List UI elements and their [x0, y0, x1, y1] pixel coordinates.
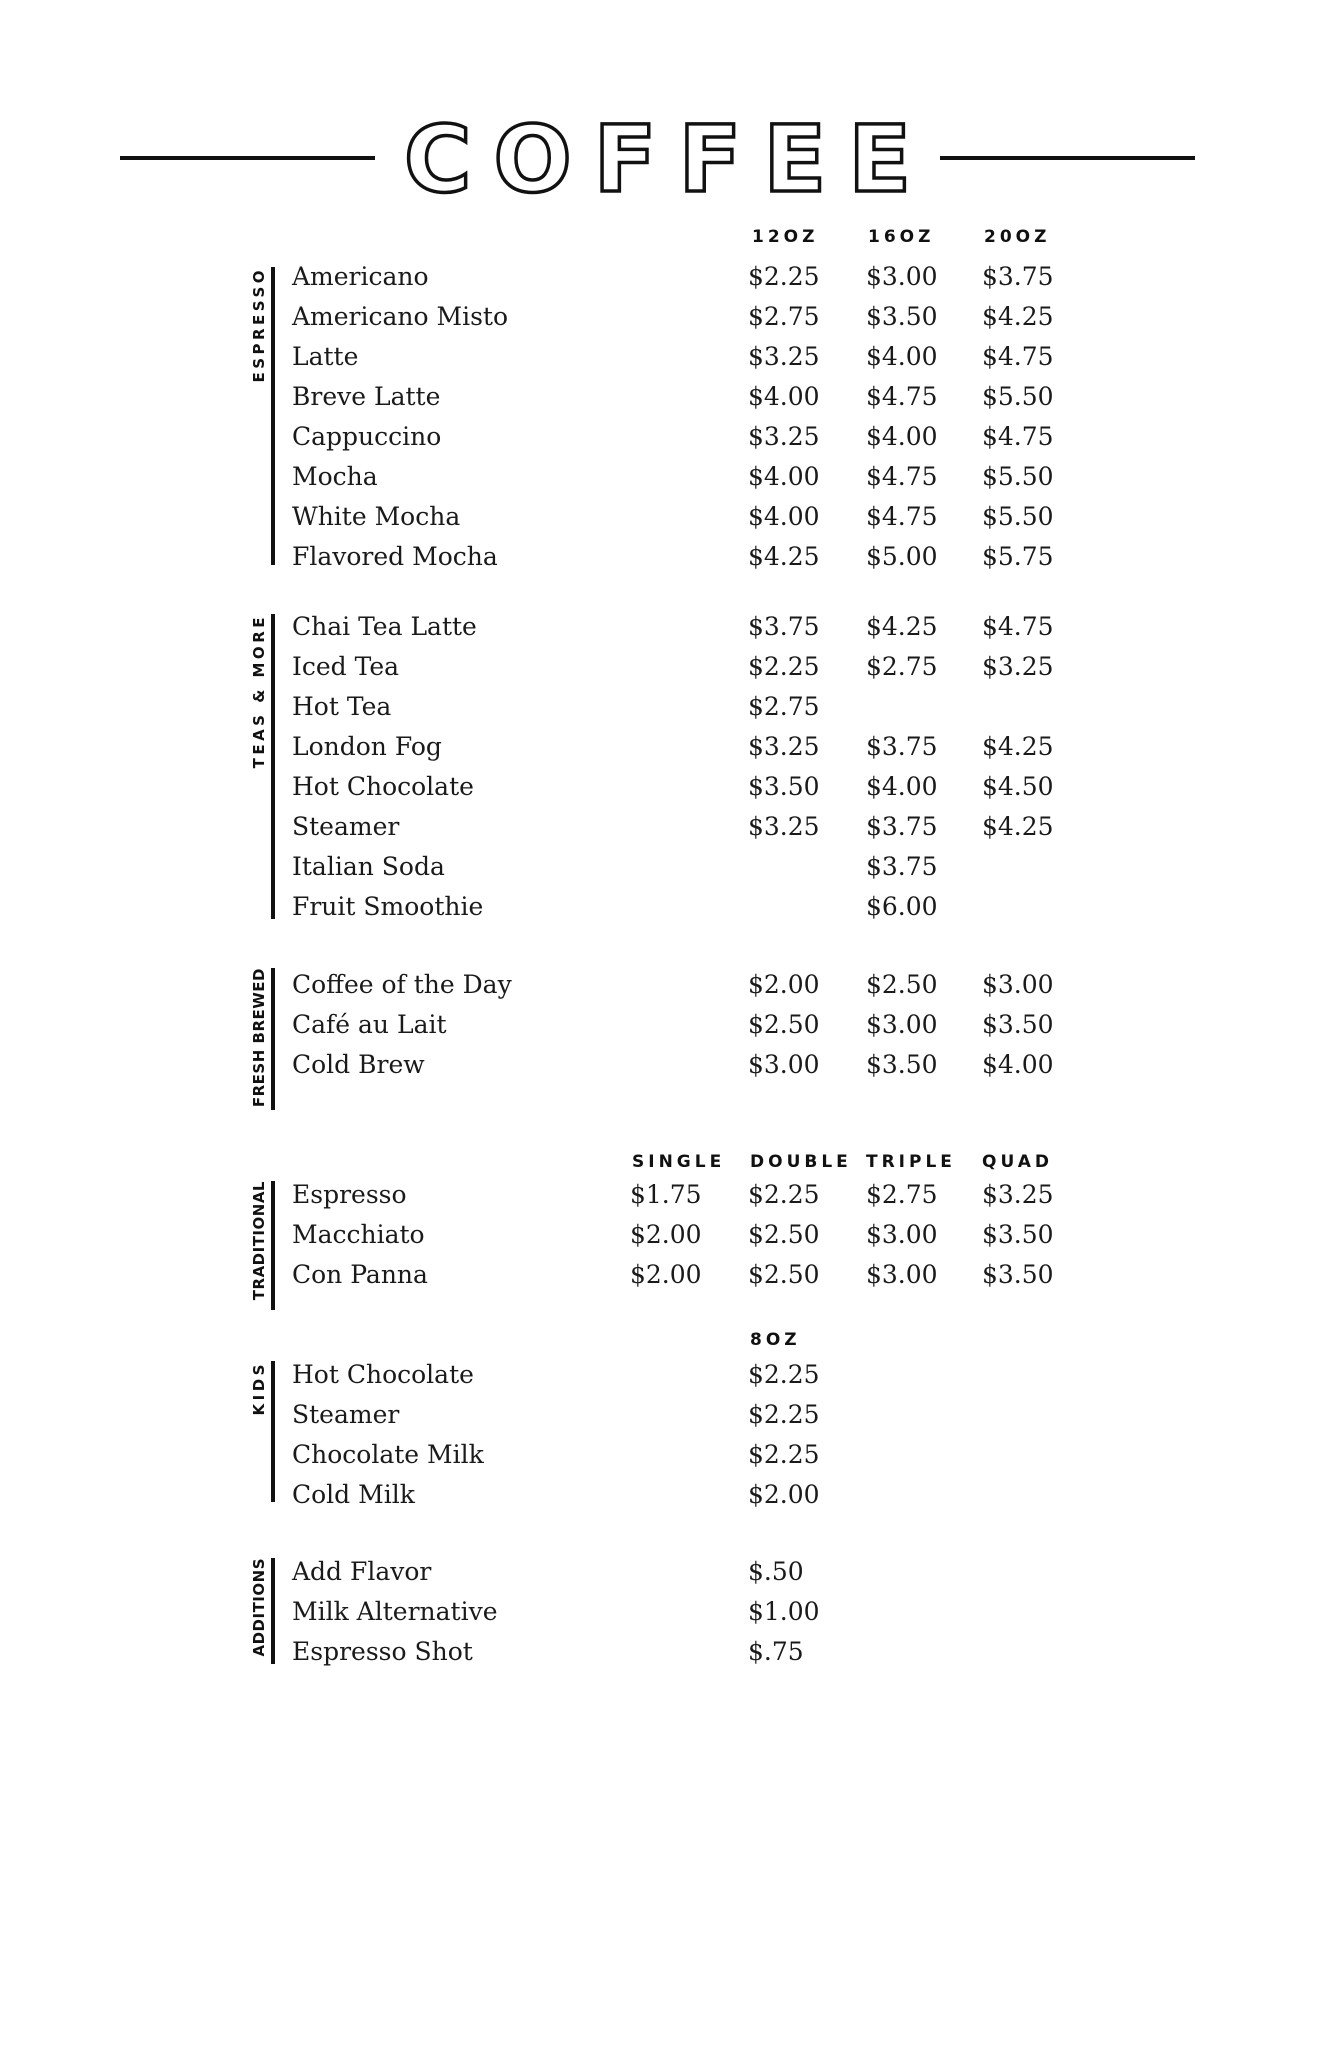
menu-item-name: Milk Alternative: [292, 1597, 498, 1626]
menu-item-price: $4.75: [866, 382, 938, 411]
menu-item-price: $2.00: [630, 1220, 702, 1249]
menu-item-price: $4.00: [748, 502, 820, 531]
menu-item-price: $3.25: [982, 1180, 1054, 1209]
menu-item-price: $4.75: [982, 612, 1054, 641]
menu-item-price: $3.50: [866, 1050, 938, 1079]
menu-item-price: $4.25: [982, 732, 1054, 761]
menu-item-price: $4.00: [748, 382, 820, 411]
menu-item-name: Espresso Shot: [292, 1637, 473, 1666]
menu-item-price: $3.50: [748, 772, 820, 801]
header-rule-left: [120, 156, 375, 160]
menu-item-price: $3.25: [748, 732, 820, 761]
menu-header: [0, 100, 1325, 220]
menu-item-price: $3.25: [748, 422, 820, 451]
menu-item-price: $2.50: [866, 970, 938, 999]
section-bar: [271, 1361, 275, 1502]
menu-item-price: $2.50: [748, 1260, 820, 1289]
menu-item-price: $2.00: [748, 1480, 820, 1509]
menu-item-price: $2.75: [748, 302, 820, 331]
menu-item-price: $4.00: [982, 1050, 1054, 1079]
menu-item-price: $5.75: [982, 542, 1054, 571]
menu-item-price: $3.00: [982, 970, 1054, 999]
menu-item-name: Americano: [292, 262, 429, 291]
section-bar: [271, 614, 275, 919]
menu-item-price: $3.00: [748, 1050, 820, 1079]
kids-header-8oz: 8OZ: [750, 1330, 801, 1350]
menu-item-name: Café au Lait: [292, 1010, 447, 1039]
section-label-fresh-brewed: FRESH BREWED: [250, 968, 268, 1108]
menu-item-price: $3.00: [866, 1220, 938, 1249]
shot-header-double: DOUBLE: [750, 1152, 852, 1172]
menu-item-name: Iced Tea: [292, 652, 400, 681]
menu-item-price: $3.75: [748, 612, 820, 641]
menu-item-price: $2.25: [748, 1360, 820, 1389]
size-header-12oz: 12OZ: [752, 227, 819, 247]
menu-item-price: $3.50: [866, 302, 938, 331]
section-teas-more: [0, 614, 1325, 919]
size-header-16oz: 16OZ: [868, 227, 935, 247]
section-kids: [0, 1360, 1325, 1509]
menu-item-price: $4.00: [866, 342, 938, 371]
menu-item-price: $3.50: [982, 1260, 1054, 1289]
menu-item-price: $4.75: [866, 502, 938, 531]
menu-item-price: $2.00: [630, 1260, 702, 1289]
size-header-20oz: 20OZ: [984, 227, 1051, 247]
menu-item-price: $3.25: [748, 342, 820, 371]
menu-item-price: $2.25: [748, 262, 820, 291]
menu-item-name: Mocha: [292, 462, 378, 491]
menu-item-price: $3.25: [748, 812, 820, 841]
menu-item-price: $.50: [748, 1557, 804, 1586]
section-additions: [0, 1558, 1325, 1665]
shot-header-triple: TRIPLE: [866, 1152, 956, 1172]
section-bar: [271, 1558, 275, 1664]
section-label-traditional: TRADITIONAL: [250, 1181, 268, 1301]
shot-header-quad: QUAD: [982, 1152, 1054, 1172]
menu-item-price: $2.75: [748, 692, 820, 721]
menu-item-name: Hot Tea: [292, 692, 392, 721]
menu-item-price: $3.00: [866, 262, 938, 291]
menu-item-name: White Mocha: [292, 502, 461, 531]
menu-item-price: $3.00: [866, 1010, 938, 1039]
section-label-teas-more: TEAS & MORE: [250, 614, 268, 769]
menu-item-price: $3.50: [982, 1220, 1054, 1249]
menu-item-name: Espresso: [292, 1180, 407, 1209]
menu-item-name: Fruit Smoothie: [292, 892, 484, 921]
section-bar: [271, 1181, 275, 1310]
menu-item-name: Americano Misto: [292, 302, 509, 331]
menu-item-price: $5.50: [982, 382, 1054, 411]
menu-item-name: Breve Latte: [292, 382, 441, 411]
section-espresso: [0, 262, 1325, 571]
menu-item-name: Steamer: [292, 812, 400, 841]
shot-header-single: SINGLE: [632, 1152, 726, 1172]
menu-item-name: Chocolate Milk: [292, 1440, 484, 1469]
menu-item-price: $4.75: [866, 462, 938, 491]
menu-item-price: $2.25: [748, 1440, 820, 1469]
menu-item-name: Flavored Mocha: [292, 542, 498, 571]
menu-item-price: $2.25: [748, 1180, 820, 1209]
menu-item-price: $4.00: [866, 772, 938, 801]
menu-item-price: $4.25: [748, 542, 820, 571]
menu-item-name: Hot Chocolate: [292, 772, 474, 801]
header-rule-right: [940, 156, 1195, 160]
menu-item-price: $4.25: [866, 612, 938, 641]
section-label-espresso: ESPRESSO: [250, 267, 268, 383]
menu-title: COFFEE: [403, 106, 934, 213]
section-label-additions: ADDITIONS: [250, 1558, 268, 1657]
menu-item-name: Add Flavor: [292, 1557, 432, 1586]
menu-item-price: $3.75: [982, 262, 1054, 291]
menu-item-price: $2.25: [748, 652, 820, 681]
menu-item-price: $2.50: [748, 1220, 820, 1249]
section-traditional: [0, 1181, 1325, 1311]
menu-item-price: $1.00: [748, 1597, 820, 1626]
menu-item-name: Chai Tea Latte: [292, 612, 477, 641]
menu-item-price: $4.75: [982, 342, 1054, 371]
menu-item-price: $3.25: [982, 652, 1054, 681]
menu-item-name: Cold Brew: [292, 1050, 425, 1079]
menu-item-price: $5.50: [982, 462, 1054, 491]
menu-item-name: Cappuccino: [292, 422, 442, 451]
menu-item-price: $4.00: [866, 422, 938, 451]
section-bar: [271, 267, 275, 565]
menu-item-price: $.75: [748, 1637, 804, 1666]
menu-item-name: Italian Soda: [292, 852, 445, 881]
menu-item-name: Cold Milk: [292, 1480, 415, 1509]
menu-item-price: $4.25: [982, 302, 1054, 331]
menu-item-name: Steamer: [292, 1400, 400, 1429]
menu-item-price: $2.75: [866, 1180, 938, 1209]
section-bar: [271, 968, 275, 1110]
menu-item-price: $4.25: [982, 812, 1054, 841]
menu-item-price: $4.75: [982, 422, 1054, 451]
menu-item-name: Coffee of the Day: [292, 970, 512, 999]
menu-item-price: $2.50: [748, 1010, 820, 1039]
menu-item-price: $4.00: [748, 462, 820, 491]
section-label-kids: KIDS: [250, 1361, 268, 1416]
menu-item-name: Latte: [292, 342, 359, 371]
menu-item-name: London Fog: [292, 732, 442, 761]
menu-item-price: $3.75: [866, 732, 938, 761]
menu-item-price: $2.00: [748, 970, 820, 999]
menu-item-price: $3.75: [866, 852, 938, 881]
menu-item-price: $3.75: [866, 812, 938, 841]
section-fresh-brewed: [0, 968, 1325, 1111]
menu-item-price: $5.50: [982, 502, 1054, 531]
menu-item-price: $5.00: [866, 542, 938, 571]
menu-item-price: $6.00: [866, 892, 938, 921]
menu-item-name: Hot Chocolate: [292, 1360, 474, 1389]
menu-item-price: $2.75: [866, 652, 938, 681]
menu-item-price: $3.50: [982, 1010, 1054, 1039]
menu-item-price: $2.25: [748, 1400, 820, 1429]
menu-item-name: Con Panna: [292, 1260, 428, 1289]
menu-item-name: Macchiato: [292, 1220, 425, 1249]
menu-item-price: $3.00: [866, 1260, 938, 1289]
menu-item-price: $1.75: [630, 1180, 702, 1209]
menu-item-price: $4.50: [982, 772, 1054, 801]
